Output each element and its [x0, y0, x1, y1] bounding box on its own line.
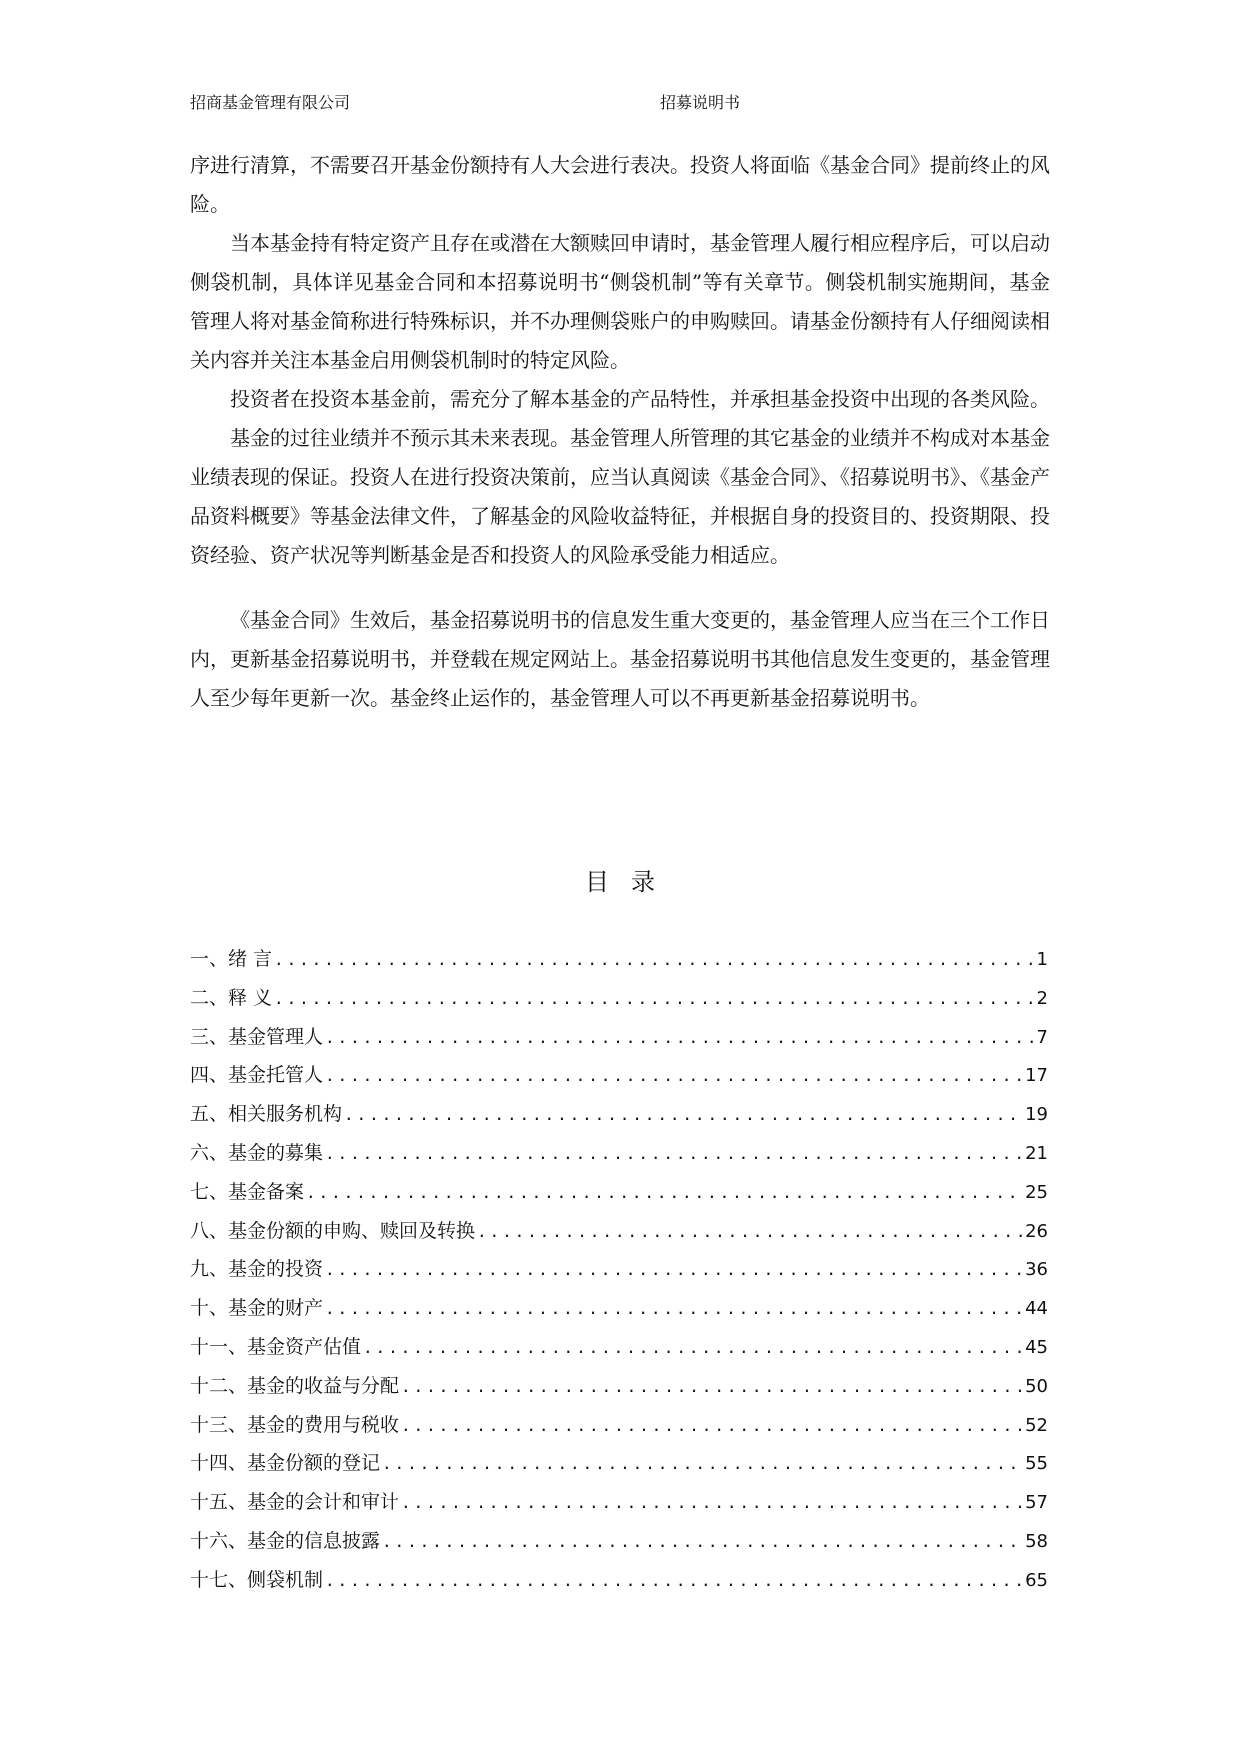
paragraph-continued: 序进行清算，不需要召开基金份额持有人大会进行表决。投资人将面临《基金合同》提前终止的风险。 — [190, 153, 1050, 216]
toc-leader-dots — [325, 1260, 1023, 1279]
toc-leader-dots — [344, 1105, 1023, 1124]
toc-entry-label: 五、相关服务机构 — [190, 1103, 343, 1126]
toc-entry-page-number: 19 — [1025, 1104, 1048, 1126]
toc-entry[interactable] — [190, 1526, 1048, 1565]
toc-entry[interactable] — [190, 1332, 1048, 1371]
toc-entry-page-number: 36 — [1025, 1259, 1048, 1281]
toc-entry-page-number: 21 — [1025, 1142, 1048, 1164]
toc-entry-page-number: 2 — [1036, 987, 1048, 1009]
toc-entry[interactable] — [190, 1293, 1048, 1332]
toc-entry-label: 一、绪 言 — [190, 948, 273, 970]
toc-entry-label: 二、释 义 — [190, 986, 273, 1009]
toc-entry-label: 十、基金的财产 — [190, 1297, 324, 1320]
toc-entry-label: 四、基金托管人 — [190, 1064, 324, 1087]
toc-entry[interactable] — [190, 1177, 1048, 1216]
toc-leader-dots — [274, 989, 1035, 1008]
toc-entry-page-number: 57 — [1025, 1492, 1048, 1514]
toc-leader-dots — [401, 1416, 1023, 1435]
toc-leader-dots — [401, 1493, 1023, 1512]
toc-leader-dots — [325, 1028, 1035, 1047]
toc-entry-label: 十三、基金的费用与税收 — [190, 1413, 400, 1436]
toc-entry[interactable] — [190, 1565, 1048, 1604]
toc-entry-label: 十一、基金资产估值 — [190, 1335, 362, 1358]
paragraph-product-risk: 投资者在投资本基金前，需充分了解本基金的产品特性，并承担基金投资中出现的各类风险。 — [230, 387, 1050, 411]
toc-leader-dots — [325, 1144, 1023, 1163]
toc-entry[interactable] — [190, 1216, 1048, 1255]
toc-entry[interactable] — [190, 1099, 1048, 1138]
toc-leader-dots — [382, 1454, 1023, 1473]
toc-leader-dots — [401, 1377, 1023, 1396]
toc-leader-dots — [477, 1222, 1023, 1241]
toc-entry-label: 十六、基金的信息披露 — [190, 1529, 381, 1552]
toc-entry-page-number: 52 — [1025, 1414, 1048, 1436]
paragraph-prospectus-update: 《基金合同》生效后，基金招募说明书的信息发生重大变更的，基金管理人应当在三个工作日内，更新基金招募说明书，并登载在规定网站上。基金招募说明书其他信息发生变更的，基金管理人至少每年更新一次。基金终止运作的，基金管理人可以不再更新基金招募说明书。 — [190, 608, 1050, 710]
body-text — [190, 146, 1050, 718]
toc-leader-dots — [325, 1299, 1023, 1318]
toc-entry[interactable] — [190, 1410, 1048, 1449]
toc-entry-label: 十二、基金的收益与分配 — [190, 1374, 400, 1397]
toc-entry-page-number: 55 — [1025, 1453, 1048, 1475]
toc-entry-page-number: 58 — [1025, 1530, 1048, 1552]
page-header — [190, 90, 1050, 120]
toc-leader-dots — [306, 1183, 1023, 1202]
toc-leader-dots — [363, 1338, 1023, 1357]
paragraph-past-performance: 基金的过往业绩并不预示其未来表现。基金管理人所管理的其它基金的业绩并不构成对本基金业绩表现的保证。投资人在进行投资决策前，应当认真阅读《基金合同》、《招募说明书》、《基金产品资料概要》等基金法律文件，了解基金的风险收益特征，并根据自身的投资目的、投资期限、投资经验、资产状况等判断基金是否和投资人的风险承受能力相适应。 — [190, 426, 1050, 567]
toc-entry[interactable] — [190, 983, 1048, 1022]
toc-entry-page-number: 26 — [1025, 1220, 1048, 1242]
toc-title: 目录 — [585, 868, 677, 896]
toc-entry[interactable] — [190, 1022, 1048, 1061]
toc-entry-label: 十四、基金份额的登记 — [190, 1452, 381, 1475]
toc-leader-dots — [325, 1571, 1023, 1590]
toc-entry-page-number: 50 — [1025, 1375, 1048, 1397]
toc-entry[interactable] — [190, 1254, 1048, 1293]
table-of-contents — [190, 944, 1048, 1604]
toc-leader-dots — [325, 1066, 1023, 1085]
toc-entry-label: 十五、基金的会计和审计 — [190, 1491, 400, 1514]
toc-entry-label: 八、基金份额的申购、赎回及转换 — [190, 1219, 476, 1242]
toc-entry[interactable] — [190, 1448, 1048, 1487]
toc-entry-label: 六、基金的募集 — [190, 1141, 324, 1164]
toc-entry[interactable] — [190, 1487, 1048, 1526]
toc-leader-dots — [382, 1532, 1023, 1551]
toc-entry-page-number: 17 — [1025, 1065, 1048, 1087]
toc-entry-page-number: 25 — [1025, 1181, 1048, 1203]
toc-entry[interactable] — [190, 1138, 1048, 1177]
toc-entry-label: 十七、侧袋机制 — [190, 1568, 324, 1591]
toc-entry[interactable] — [190, 944, 1048, 983]
toc-leader-dots — [274, 950, 1035, 969]
toc-entry-label: 三、基金管理人 — [190, 1025, 324, 1048]
toc-entry-page-number: 45 — [1025, 1336, 1048, 1358]
toc-entry[interactable] — [190, 1371, 1048, 1410]
toc-entry-label: 七、基金备案 — [190, 1180, 305, 1203]
toc-entry-page-number: 44 — [1025, 1298, 1048, 1320]
toc-entry-page-number: 65 — [1025, 1569, 1048, 1591]
toc-entry-page-number: 1 — [1036, 949, 1048, 970]
toc-entry[interactable] — [190, 1060, 1048, 1099]
header-document-title: 招募说明书 — [660, 93, 741, 112]
toc-entry-label: 九、基金的投资 — [190, 1258, 324, 1281]
toc-entry-page-number: 7 — [1036, 1026, 1048, 1048]
header-company-name: 招商基金管理有限公司 — [190, 93, 351, 112]
paragraph-side-pocket: 当本基金持有特定资产且存在或潜在大额赎回申请时，基金管理人履行相应程序后，可以启动侧袋机制，具体详见基金合同和本招募说明书“侧袋机制”等有关章节。侧袋机制实施期间，基金管理人将对基金简称进行特殊标识，并不办理侧袋账户的申购赎回。请基金份额持有人仔细阅读相关内容并关注本基金启用侧袋机制时的特定风险。 — [190, 231, 1050, 372]
